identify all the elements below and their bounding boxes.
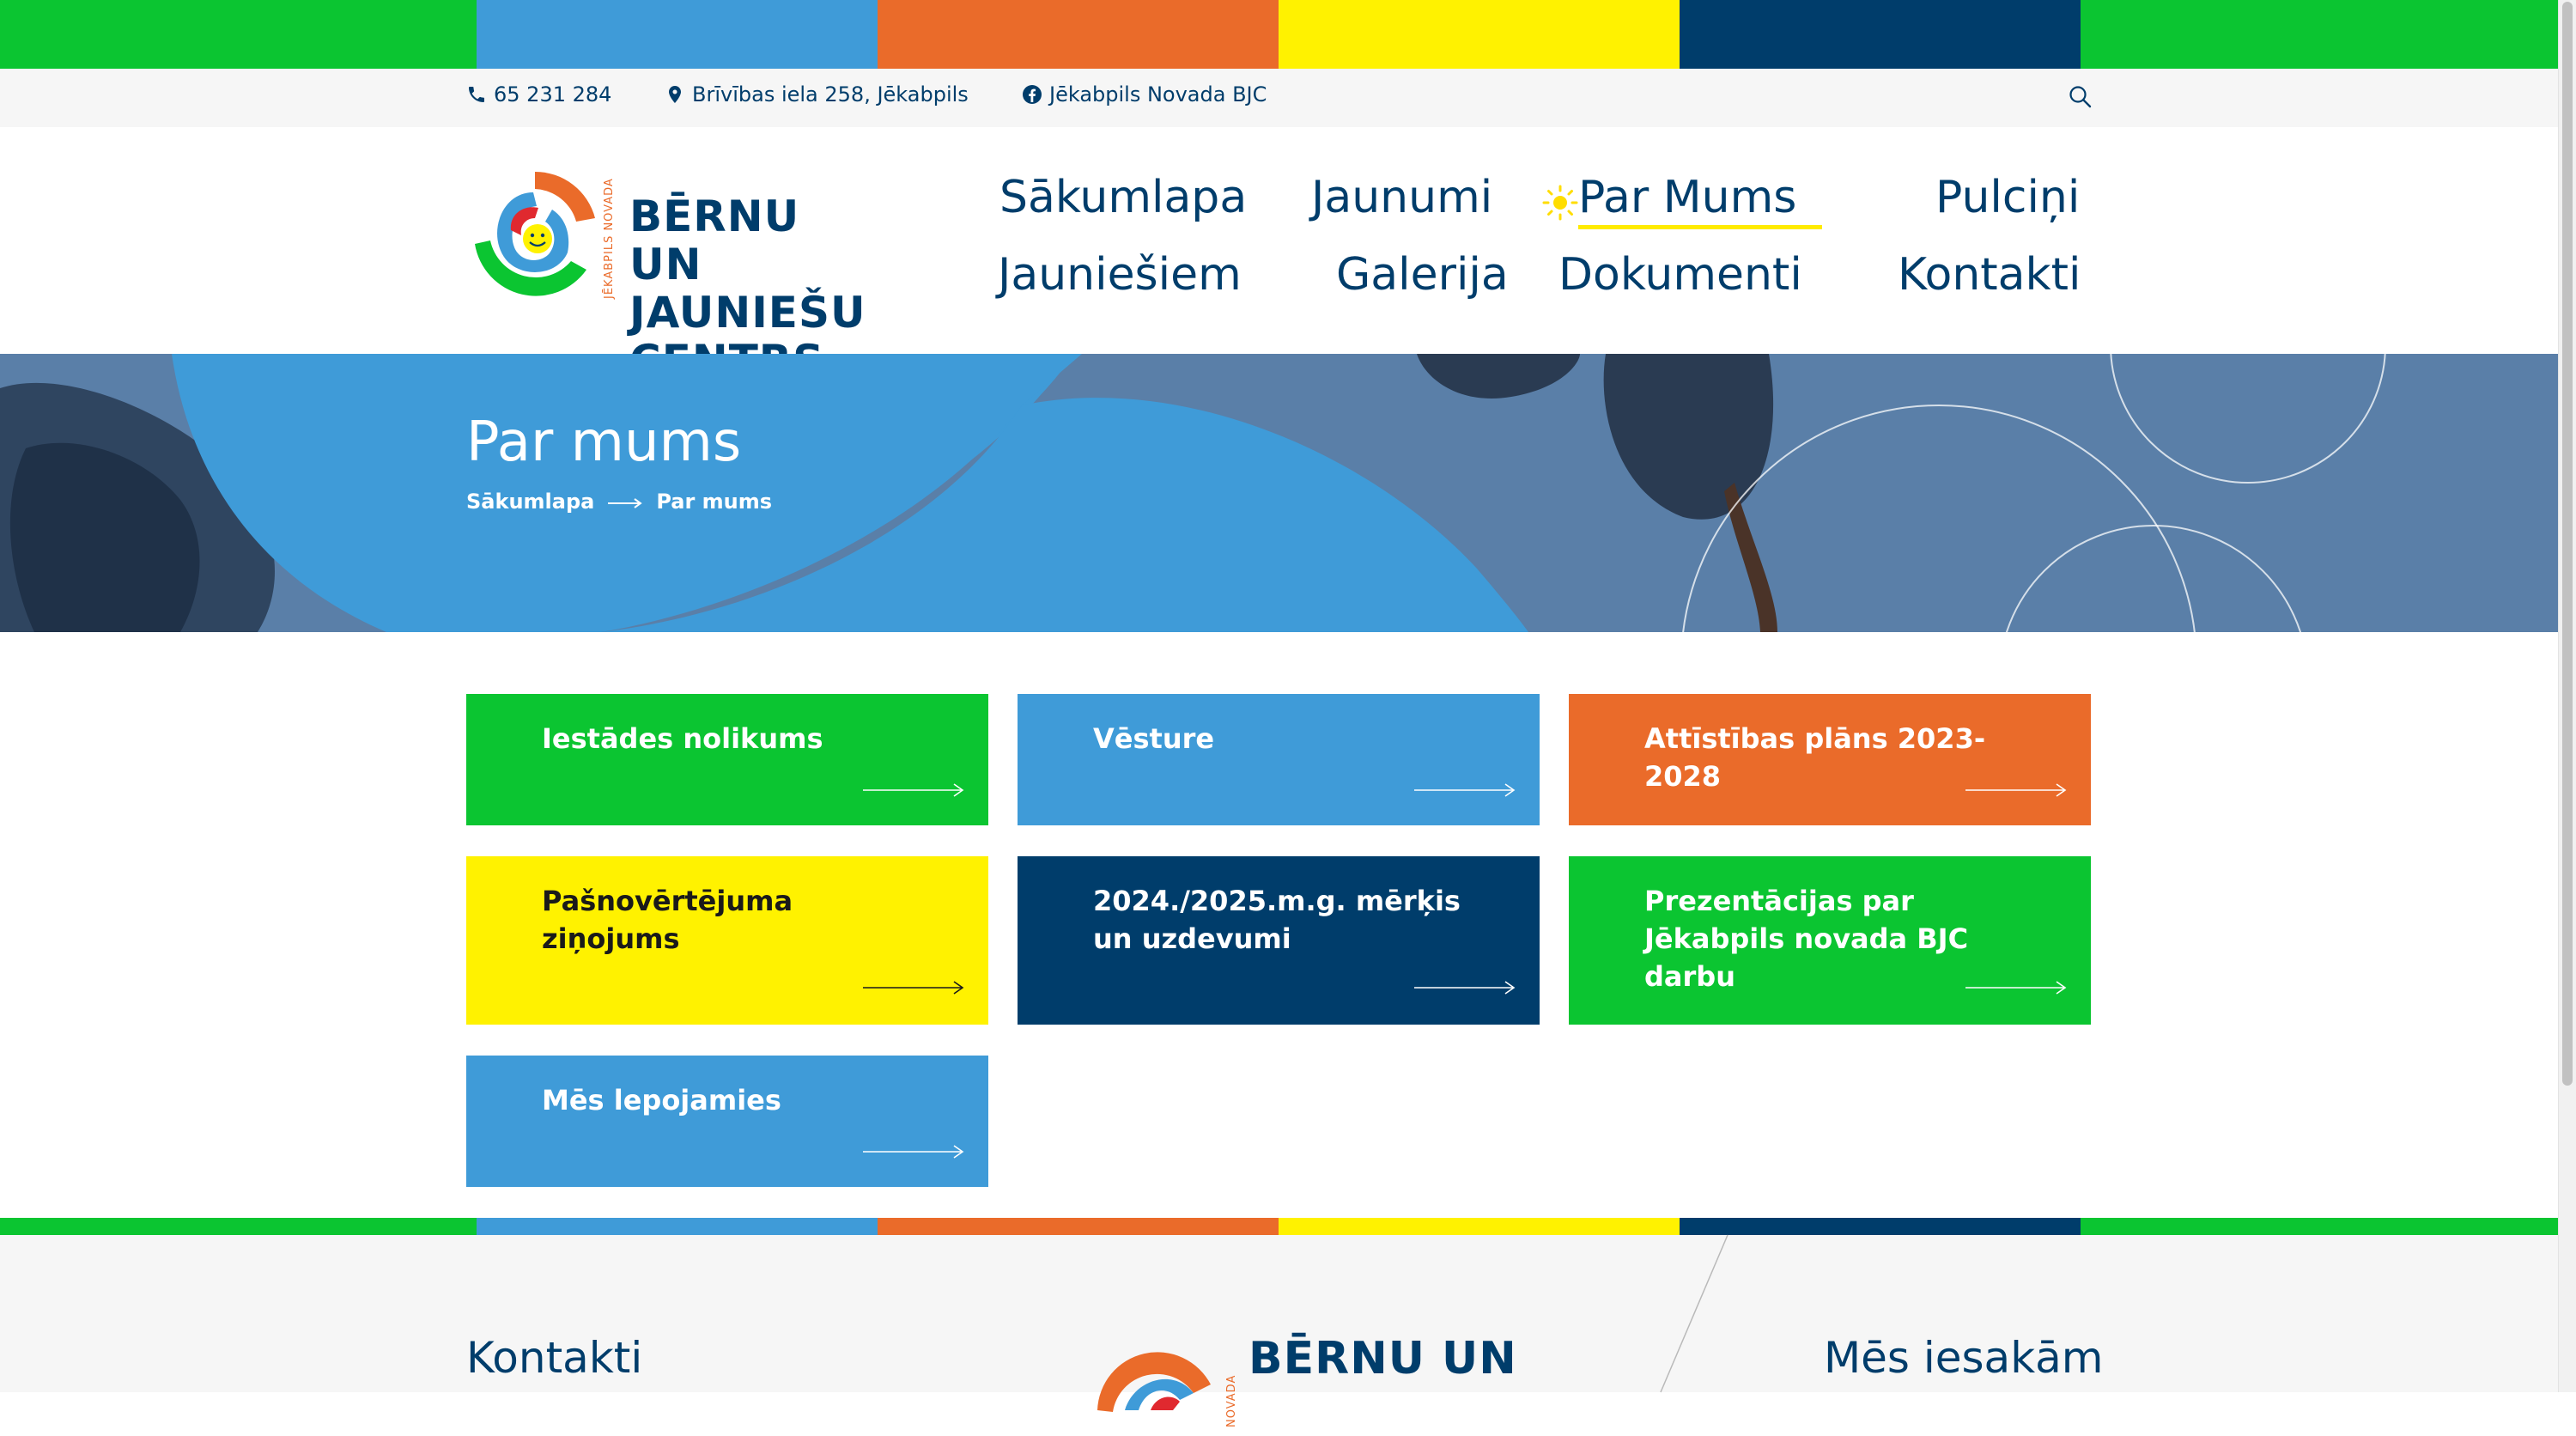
tile-mes-lepojamies[interactable] bbox=[466, 1056, 988, 1187]
phone-icon bbox=[466, 84, 487, 105]
svg-text:NOVADA: NOVADA bbox=[1225, 1374, 1238, 1427]
tile-label: Pašnovērtējuma ziņojums bbox=[542, 885, 793, 955]
sun-icon bbox=[1541, 184, 1579, 222]
tile-label: Mēs lepojamies bbox=[542, 1084, 781, 1117]
footer-logo-emblem-icon bbox=[1091, 1333, 1219, 1436]
footer-logo-vertical-label bbox=[1218, 1333, 1243, 1436]
tile-label: 2024./2025.m.g. mērķis un uzdevumi bbox=[1093, 885, 1461, 955]
tile-prezentacijas[interactable] bbox=[1569, 856, 2091, 1025]
nav-item-galerija[interactable]: Galerija bbox=[1336, 249, 1509, 301]
nav-item-par-mums[interactable]: Par Mums bbox=[1578, 172, 1797, 223]
logo-line-1: BĒRNU UN bbox=[629, 192, 800, 289]
tile-attistibas-plans[interactable] bbox=[1569, 694, 2091, 825]
footer-contacts-heading: Kontakti bbox=[466, 1333, 643, 1383]
tile-label: Prezentācijas par Jēkabpils novada BJC darbu bbox=[1644, 885, 1969, 993]
logo-line-2: JAUNIEŠU bbox=[629, 288, 866, 338]
nav-item-jaunumi[interactable]: Jaunumi bbox=[1311, 172, 1493, 223]
nav-item-dokumenti[interactable]: Dokumenti bbox=[1558, 249, 1802, 301]
scrollbar-thumb[interactable] bbox=[2562, 2, 2573, 1086]
svg-text:JĒKABPILS NOVADA: JĒKABPILS NOVADA bbox=[603, 178, 616, 299]
arrow-right-icon bbox=[1965, 783, 2067, 797]
arrow-right-icon bbox=[863, 981, 964, 995]
logo-vertical-label bbox=[595, 158, 621, 304]
tile-label: Iestādes nolikums bbox=[542, 722, 823, 755]
info-bar bbox=[0, 69, 2558, 127]
hero-background-illustration bbox=[0, 354, 2558, 632]
logo-emblem-icon bbox=[466, 158, 604, 313]
tile-merkis-un-uzdevumi[interactable] bbox=[1018, 856, 1540, 1025]
footer-recommend-heading: Mēs iesakām bbox=[1824, 1333, 2104, 1383]
phone-link[interactable] bbox=[466, 82, 611, 106]
footer-logo-text: BĒRNU UN bbox=[1249, 1333, 1517, 1384]
arrow-right-icon bbox=[863, 1145, 964, 1159]
arrow-right-icon bbox=[1414, 783, 1516, 797]
top-color-stripe bbox=[0, 0, 2558, 69]
tile-vesture[interactable] bbox=[1018, 694, 1540, 825]
search-icon[interactable] bbox=[2068, 84, 2093, 110]
tile-label: Attīstības plāns 2023-2028 bbox=[1644, 722, 1986, 793]
address-link[interactable] bbox=[665, 82, 969, 106]
tile-pasnovertejuma-zinojums[interactable] bbox=[466, 856, 988, 1025]
nav-item-pulcini[interactable]: Pulciņi bbox=[1935, 172, 2081, 223]
arrow-right-icon bbox=[863, 783, 964, 797]
site-header bbox=[0, 127, 2558, 354]
nav-active-underline bbox=[1578, 225, 1822, 229]
site-logo[interactable] bbox=[466, 158, 878, 338]
map-pin-icon bbox=[665, 84, 685, 105]
nav-item-jauniesiem[interactable]: Jauniešiem bbox=[998, 249, 1242, 301]
phone-text: 65 231 284 bbox=[494, 82, 612, 106]
breadcrumb bbox=[466, 490, 772, 514]
address-text: Brīvības iela 258, Jēkabpils bbox=[692, 82, 969, 106]
breadcrumb-current: Par mums bbox=[656, 490, 773, 514]
hero-banner bbox=[0, 354, 2558, 632]
facebook-icon bbox=[1022, 84, 1042, 105]
page-title: Par mums bbox=[466, 411, 742, 474]
nav-item-sakumlapa[interactable]: Sākumlapa bbox=[999, 172, 1248, 223]
page-scrollbar[interactable] bbox=[2558, 0, 2576, 1392]
site-footer bbox=[0, 1235, 2558, 1427]
footer-logo[interactable] bbox=[1091, 1333, 1520, 1436]
nav-item-kontakti[interactable]: Kontakti bbox=[1898, 249, 2081, 301]
breadcrumb-home-link[interactable]: Sākumlapa bbox=[466, 490, 595, 514]
arrow-right-icon bbox=[1965, 981, 2067, 995]
facebook-text: Jēkabpils Novada BJC bbox=[1049, 82, 1267, 106]
tile-label: Vēsture bbox=[1093, 722, 1215, 755]
arrow-right-icon bbox=[1414, 981, 1516, 995]
footer-color-stripe bbox=[0, 1218, 2558, 1235]
tile-iestades-nolikums[interactable] bbox=[466, 694, 988, 825]
facebook-link[interactable] bbox=[1022, 82, 1267, 106]
breadcrumb-arrow-icon bbox=[608, 490, 642, 514]
